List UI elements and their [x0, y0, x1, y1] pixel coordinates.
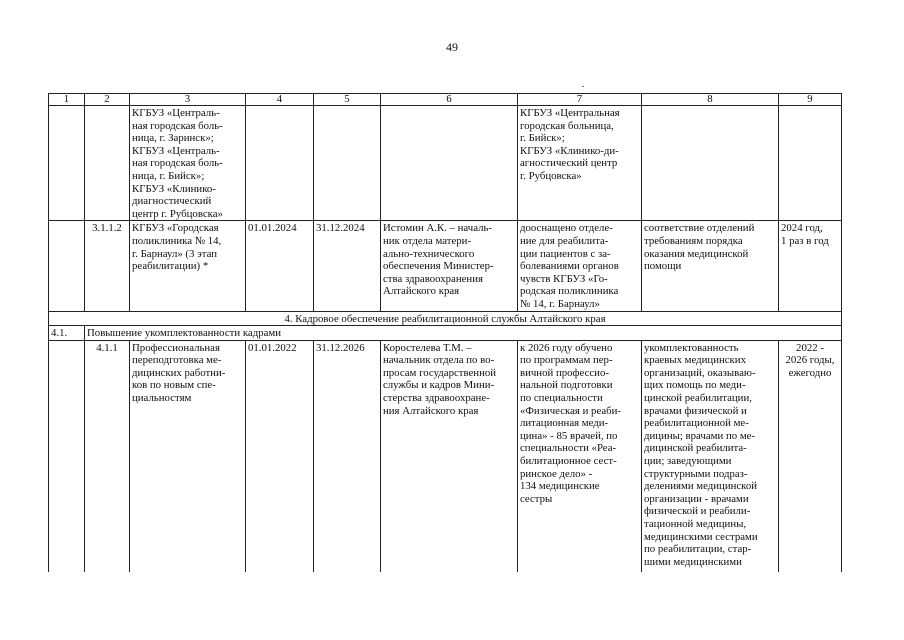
- header-cell-3: 3: [130, 94, 246, 106]
- table-row-4-1-1: [49, 340, 842, 572]
- cell-indicator: укомплектованность краевых медицинских организаций, оказываю- щих помощь по меди- цинской реабилитации, врачами физической и реабилитационной ме- дицины; врачами по ме- дицинской реабилита- ции; заведующими структурными подраз- делениями медицинской организации - врачами физической и реабили- тационной медицины, медицинскими сестрами по реабилитации, стар- шими медицинскими: [642, 340, 779, 572]
- cell-measure: КГБУЗ «Городская поликлиника № 14, г. Барнаул» (3 этап реабилитации) *: [130, 221, 246, 311]
- cell-result: к 2026 году обучено по программам пер- вичной профессио- нальной подготовки по специальности «Физическая и реаби- литационная меди- цина» - 85 врачей, по специальности «Реа- билитационное сест- ринское дело» - 134 медицинские сестры: [518, 340, 642, 572]
- cell-item-number: 4.1.1: [85, 340, 130, 572]
- cell-responsible: Истомин А.К. – началь- ник отдела матери- ально-технического обеспечения Министер- ства здравоохранения Алтайского края: [381, 221, 518, 311]
- cell-empty: [49, 340, 85, 572]
- table-row-continuation: [49, 106, 842, 221]
- page-number: 49: [446, 40, 458, 54]
- cell-indicator: соответствие отделений требованиям порядка оказания медицинской помощи: [642, 221, 779, 311]
- cell-measure: Профессиональная переподготовка ме- дицинских работни- ков по новым спе- циальностям: [130, 340, 246, 572]
- cell-period: 2022 - 2026 годы, ежегодно: [779, 340, 842, 572]
- header-cell-2: 2: [85, 94, 130, 106]
- cell-empty: [642, 106, 779, 221]
- header-cell-6: 6: [381, 94, 518, 106]
- table-row-3-1-1-2: [49, 221, 842, 311]
- cell-responsible: Коростелева Т.М. – начальник отдела по во- просам государственной службы и кадров Мини- стерства здравоохране- ния Алтайского края: [381, 340, 518, 572]
- cell-period: 2024 год, 1 раз в год: [779, 221, 842, 311]
- header-row: [49, 94, 842, 106]
- cell-start-date: 01.01.2024: [246, 221, 314, 311]
- scan-speck: [582, 86, 584, 87]
- cell-empty: [49, 106, 85, 221]
- header-cell-1: 1: [49, 94, 85, 106]
- header-cell-4: 4: [246, 94, 314, 106]
- header-cell-5: 5: [314, 94, 381, 106]
- cell-empty: [779, 106, 842, 221]
- cell-empty: [246, 106, 314, 221]
- cell-empty: [381, 106, 518, 221]
- header-cell-9: 9: [779, 94, 842, 106]
- table-row-4-1: [49, 326, 842, 341]
- cell-result: КГБУЗ «Центральная городская больница, г. Бийск»; КГБУЗ «Клинико-ди- агностический центр г. Рубцовска»: [518, 106, 642, 221]
- section-row-4: [49, 311, 842, 326]
- section-title: 4. Кадровое обеспечение реабилитационной службы Алтайского края: [49, 311, 842, 326]
- cell-result: дооснащено отделе- ние для реабилита- ции пациентов с за- болеваниями органов чувств КГБУЗ «Го- родская поликлиника № 14, г. Барнаул»: [518, 221, 642, 311]
- cell-end-date: 31.12.2024: [314, 221, 381, 311]
- header-cell-7: 7: [518, 94, 642, 106]
- cell-empty: [85, 106, 130, 221]
- cell-subsection-title: Повышение укомплектованности кадрами: [85, 326, 842, 341]
- cell-institutions: КГБУЗ «Централь- ная городская боль- ница, г. Заринск»; КГБУЗ «Централь- ная городская боль- ница, г. Бийск»; КГБУЗ «Клинико- диагностический центр г. Рубцовска»: [130, 106, 246, 221]
- cell-start-date: 01.01.2022: [246, 340, 314, 572]
- cell-empty: [49, 221, 85, 311]
- plan-table: [48, 93, 842, 572]
- cell-empty: [314, 106, 381, 221]
- cell-end-date: 31.12.2026: [314, 340, 381, 572]
- header-cell-8: 8: [642, 94, 779, 106]
- cell-item-number: 4.1.: [49, 326, 85, 341]
- cell-item-number: 3.1.1.2: [85, 221, 130, 311]
